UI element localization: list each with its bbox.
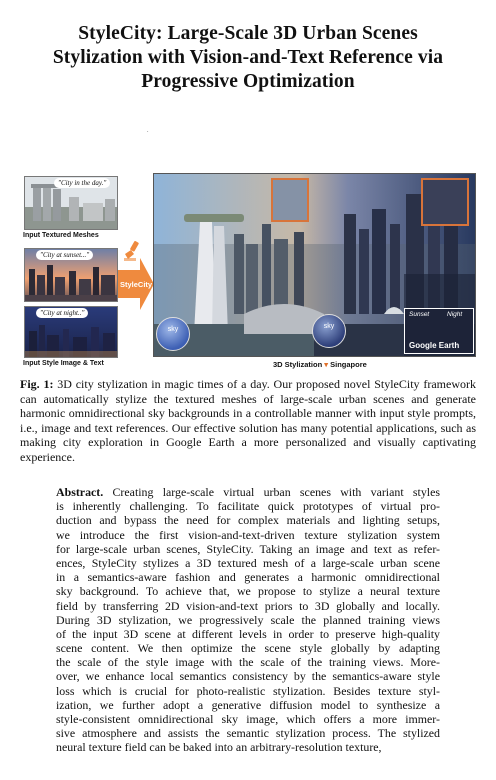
paintbrush-icon	[122, 240, 142, 262]
ge-sunset-label: Sunset	[409, 311, 430, 318]
abstract-line: of the input 3D scene at different levels in order to preserve high-quality	[56, 626, 440, 641]
figure-caption	[20, 377, 476, 465]
abstract-line: neural texture field can be baked into an arbitrary-resolution texture,	[56, 740, 382, 755]
abstract-line: the scale of the style image with the scale of the training views. More-	[56, 655, 440, 670]
label-input-meshes: Input Textured Meshes	[23, 232, 99, 239]
zoom-inset-day	[271, 178, 309, 222]
abstract-line: ences, StyleCity stylizes a 3D textured mesh of a large-scale urban scene	[56, 555, 440, 570]
abstract	[56, 485, 440, 755]
paper-title	[20, 22, 476, 94]
caption-label: Fig. 1:	[20, 377, 54, 391]
abstract-line: duction and bypass the need for complex materials and lighting setups,	[56, 513, 440, 528]
output-label: 3D Stylization ▾ Singapore	[273, 360, 367, 369]
abstract-label: Abstract.	[56, 485, 104, 499]
title-line: Stylization with Vision-and-Text Reference via	[52, 47, 444, 68]
abstract-line: is inherently challenging. To facilitate quick prototypes of virtual pro-	[56, 499, 440, 514]
stylized-city-image	[153, 173, 476, 357]
zoom-inset-night	[421, 178, 469, 226]
abstract-line: we introduce the first vision-and-text-driven texture stylization system	[56, 527, 440, 542]
pipeline-arrow	[116, 220, 152, 330]
abstract-line: ization, we further adopt a generative diffusion model to synthesize a	[56, 697, 440, 712]
abstract-line: field by transferring 2D vision-and-text priors to 3D globally and locally.	[56, 598, 440, 613]
location-pin-icon: ▾	[324, 360, 329, 369]
caption-text: 3D city stylization in magic times of a day. Our proposed novel StyleCity framework can automatically stylize the textured meshes of large-scale urban scenes and generate harmonic omnidirectional sky backgrounds in a controllable manner with input style prompts, i.e., image and text references. Our effective solution has many potential applications, such as making city exploration in Google Earth a more personalized and visually captivating experience.	[20, 377, 476, 464]
teaser-figure	[20, 170, 476, 370]
abstract-line: over, we enhance local semantics consistency by the semantics-aware style	[56, 669, 440, 684]
stray-dot: .	[147, 128, 149, 134]
method-label: StyleCity	[120, 280, 153, 289]
title-line: StyleCity: Large-Scale 3D Urban Scenes	[78, 23, 418, 44]
prompt-night: "City at night.."	[36, 308, 88, 318]
abstract-line: loss which is crucial for photo-realistic stylization. Besides texture styl-	[56, 683, 440, 698]
sky-sphere-night: sky	[312, 314, 346, 348]
ge-title: Google Earth	[409, 341, 460, 350]
abstract-line: sky background. To achieve that, we propose to stylize a neural texture	[56, 584, 440, 599]
prompt-day: "City in the day."	[54, 178, 110, 188]
ge-night-label: Night	[447, 311, 463, 318]
abstract-line: for large-scale urban scenes, StyleCity. Taking an image and text as refer-	[56, 541, 440, 556]
input-column	[20, 170, 120, 370]
abstract-line: style-consistent omnidirectional sky image, which offers a more immer-	[56, 712, 440, 726]
prompt-sunset: "City at sunset..."	[36, 250, 93, 260]
title-line: Progressive Optimization	[141, 71, 355, 92]
abstract-line: Creating large-scale virtual urban scenes with variant styles	[103, 485, 440, 499]
google-earth-panel	[404, 308, 474, 354]
abstract-line: During 3D stylization, we progressively scale the planned training views	[56, 612, 440, 627]
abstract-line: scene content. We then optimize the scene style globally by adapting	[56, 641, 440, 656]
sky-sphere-day: sky	[156, 317, 190, 351]
label-input-style: Input Style Image & Text	[23, 360, 104, 367]
abstract-line: sive atmosphere and assists the semantic stylization process. The stylized	[56, 726, 440, 741]
abstract-line: in a semantics-aware fashion and generates a harmonic omnidirectional	[56, 570, 440, 585]
